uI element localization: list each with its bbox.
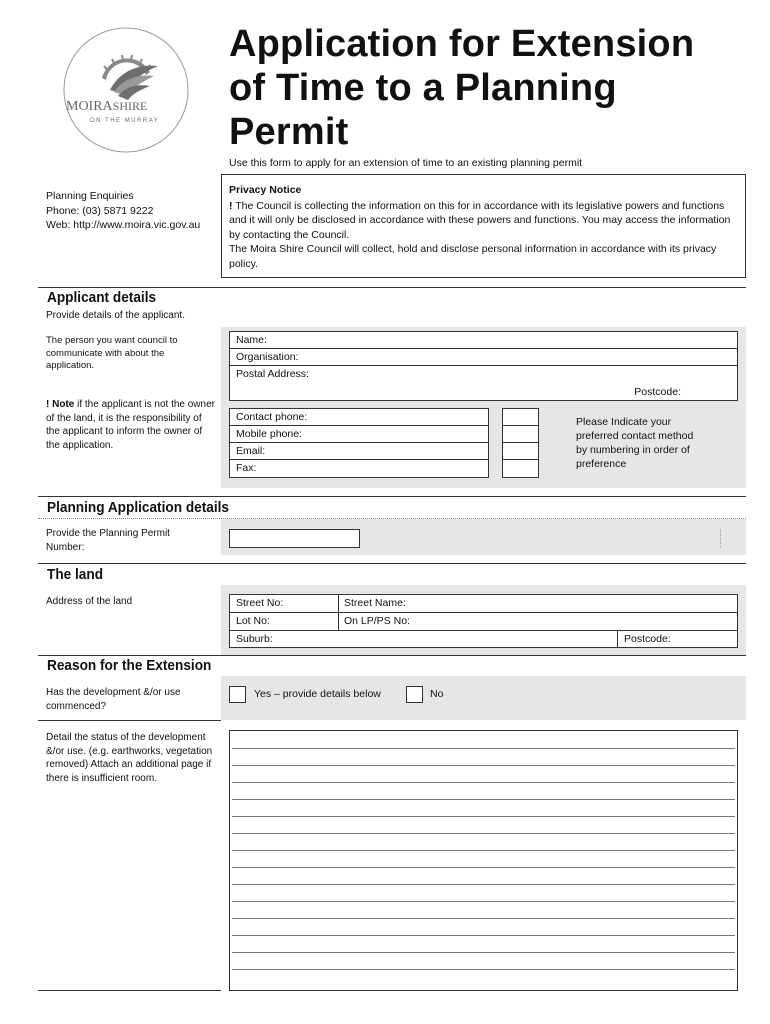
name-field[interactable] (230, 332, 737, 349)
enquiries-web: Web: http://www.moira.vic.gov.au (46, 219, 201, 231)
logo-name: MOIRASHIRE (66, 99, 148, 114)
privacy-heading: Privacy Notice (229, 184, 302, 196)
warning-icon: ! (229, 199, 233, 212)
privacy-notice (221, 174, 746, 278)
planning-section-title: Planning Application details (47, 500, 230, 516)
applicant-side-note: The person you want council to communicate with about the application. (46, 335, 178, 371)
detail-status-textarea[interactable] (229, 730, 738, 991)
planning-enquiries (46, 189, 200, 233)
mobile-phone-label: Mobile phone: (236, 428, 302, 440)
planning-dotted-marker (720, 529, 721, 548)
fax-label: Fax: (236, 462, 257, 474)
yes-option-label: Yes – provide details below (254, 688, 381, 700)
organisation-field[interactable] (230, 349, 737, 366)
wave-feather-icon (110, 66, 158, 100)
street-no-label: Street No: (236, 597, 284, 609)
preference-note: Please Indicate your preferred contact method by numbering in order of preference (576, 416, 694, 470)
street-no-divider (338, 595, 339, 612)
reason-section-rule (38, 655, 746, 656)
land-address-label: Address of the land (46, 596, 133, 607)
page-subtitle: Use this form to apply for an extension of time to an existing planning permit (229, 157, 583, 169)
preference-boxes (502, 408, 539, 478)
page-title (229, 22, 759, 154)
organisation-label: Organisation: (236, 351, 299, 363)
contact-phone-label: Contact phone: (236, 411, 308, 423)
yes-checkbox[interactable] (229, 686, 246, 703)
logo-tagline: ON THE MURRAY (90, 118, 160, 124)
title-line-1: Application for Extension (229, 23, 695, 65)
no-option-label: No (430, 688, 444, 700)
street-name-label: Street Name: (344, 597, 406, 609)
lp-ps-label: On LP/PS No: (344, 615, 410, 627)
planning-section-rule (38, 496, 746, 497)
applicant-section-rule (38, 287, 746, 288)
fax-field[interactable] (230, 460, 488, 477)
applicant-intro: Provide details of the applicant. (46, 310, 185, 321)
mobile-phone-field[interactable] (230, 426, 488, 443)
detail-rule (38, 720, 221, 721)
no-checkbox[interactable] (406, 686, 423, 703)
preference-email[interactable] (503, 443, 538, 460)
land-row-2 (230, 613, 737, 631)
contact-box (229, 408, 489, 478)
land-section-title: The land (47, 567, 104, 583)
moira-shire-logo (62, 26, 190, 154)
postal-address-field[interactable] (230, 366, 737, 400)
contact-phone-field[interactable] (230, 409, 488, 426)
land-row-1 (230, 595, 737, 613)
land-section-rule (38, 563, 746, 564)
planning-permit-label: Provide the Planning Permit Number: (46, 528, 170, 553)
detail-status-label: Detail the status of the development &/or use. (e.g. earthworks, vegetation removed) Attach an additional page if there is insufficient room. (46, 732, 213, 784)
land-address-box (229, 594, 738, 648)
name-label: Name: (236, 334, 267, 346)
privacy-paragraph-2: The Moira Shire Council will collect, hold and disclose personal information in accordance with its privacy policy. (229, 243, 717, 270)
applicant-owner-note: ! Note if the applicant is not the owner of the land, it is the responsibility of the applicant to inform the owner of the application. (46, 399, 215, 451)
suburb-label: Suburb: (236, 633, 273, 645)
development-question: Has the development &/or use commenced? (46, 687, 181, 712)
land-postcode-label: Postcode: (624, 633, 671, 645)
title-line-3: Permit (229, 111, 349, 153)
reason-section-title: Reason for the Extension (47, 658, 212, 674)
preference-fax[interactable] (503, 460, 538, 477)
email-label: Email: (236, 445, 266, 457)
moira-shire-logo-graphic (62, 26, 190, 154)
title-line-2: of Time to a Planning (229, 67, 617, 109)
suburb-divider (617, 631, 618, 648)
applicant-postcode-label: Postcode: (634, 386, 681, 398)
lot-no-label: Lot No: (236, 615, 270, 627)
applicant-section-title: Applicant details (47, 290, 157, 306)
lot-no-divider (338, 613, 339, 630)
preference-contact-phone[interactable] (503, 409, 538, 426)
email-field[interactable] (230, 443, 488, 460)
applicant-address-box (229, 331, 738, 401)
enquiries-phone: Phone: (03) 5871 9222 (46, 204, 154, 217)
bottom-rule (38, 990, 221, 991)
land-row-3 (230, 631, 737, 648)
postal-address-label: Postal Address: (236, 368, 309, 380)
privacy-paragraph-1: ! The Council is collecting the information on this for in accordance with its legislative powers and functions and it will only be disclosed in accordance with these powers and functions. You may access the information by contacting the Council. (229, 199, 731, 241)
planning-permit-number-input[interactable] (229, 529, 360, 548)
enquiries-heading: Planning Enquiries (46, 190, 134, 202)
preference-mobile-phone[interactable] (503, 426, 538, 443)
